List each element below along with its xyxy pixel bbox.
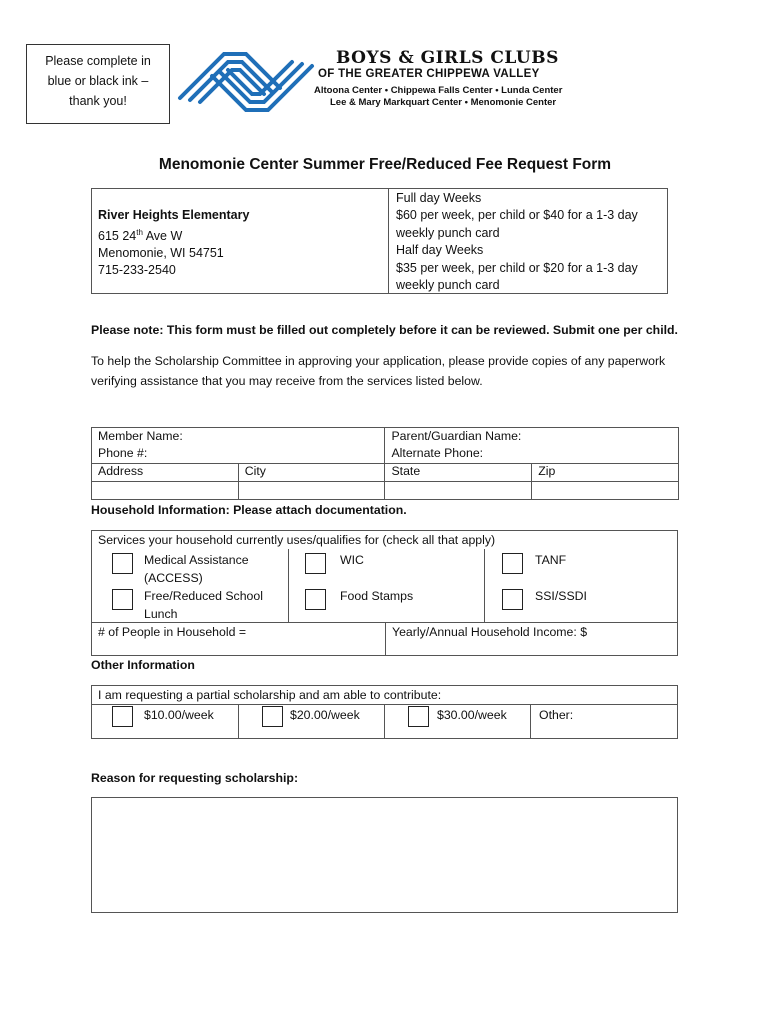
ink-note-line: Please complete in (45, 54, 151, 68)
other-amount-field[interactable]: Other: (539, 708, 574, 722)
org-name: BOYS & GIRLS CLUBS (336, 48, 559, 68)
reason-heading: Reason for requesting scholarship: (91, 771, 299, 785)
member-name-field[interactable]: Member Name: (92, 428, 385, 446)
location-city: Menomonie, WI 54751 (98, 246, 224, 261)
box-divider (388, 189, 389, 293)
reason-textarea[interactable] (91, 797, 678, 913)
contribution-option: $30.00/week (437, 708, 507, 722)
col-divider (238, 704, 239, 739)
fee-info (396, 190, 664, 294)
contribution-option: $10.00/week (144, 708, 214, 722)
org-subtitle: OF THE GREATER CHIPPEWA VALLEY (318, 68, 540, 80)
ssi-ssdi-checkbox[interactable] (502, 589, 523, 610)
fee-line: Full day Weeks (396, 191, 482, 205)
address-label: Address (92, 464, 239, 482)
contribution-prompt: I am requesting a partial scholarship and am able to contribute: (98, 688, 442, 702)
ten-dollar-checkbox[interactable] (112, 706, 133, 727)
col-divider (484, 549, 485, 622)
city-field[interactable] (238, 482, 385, 500)
tanf-checkbox[interactable] (502, 553, 523, 574)
location-info (98, 207, 249, 279)
wic-checkbox[interactable] (305, 553, 326, 574)
services-prompt: Services your household currently uses/qualifies for (check all that apply) (98, 533, 496, 547)
location-fees-box (91, 188, 668, 294)
contribution-option: $20.00/week (290, 708, 360, 722)
service-label: SSI/SSDI (535, 589, 587, 603)
medical-assistance-checkbox[interactable] (112, 553, 133, 574)
fee-line: $35 per week, per child or $20 for a 1-3 day weekly punch card (396, 260, 638, 293)
household-heading: Household Information: Please attach documentation. (91, 503, 407, 517)
location-phone: 715-233-2540 (98, 263, 176, 278)
people-in-household-field[interactable]: # of People in Household = (98, 625, 247, 639)
ink-instruction-box (26, 44, 170, 124)
centers-line: Altoona Center • Chippewa Falls Center • Lunda Center (314, 85, 563, 96)
boys-girls-clubs-hands-logo-icon (176, 44, 316, 122)
zip-field[interactable] (532, 482, 679, 500)
please-note: Please note: This form must be filled out completely before it can be reviewed. Submit one per child. (91, 323, 678, 337)
alt-phone-field[interactable]: Alternate Phone: (385, 446, 679, 464)
address-field[interactable] (92, 482, 239, 500)
twenty-dollar-checkbox[interactable] (262, 706, 283, 727)
state-field[interactable] (385, 482, 532, 500)
form-title: Menomonie Center Summer Free/Reduced Fee Request Form (158, 156, 612, 173)
col-divider (384, 704, 385, 739)
col-divider (530, 704, 531, 739)
food-stamps-checkbox[interactable] (305, 589, 326, 610)
ink-note-line: thank you! (69, 94, 127, 108)
fee-line: $60 per week, per child or $40 for a 1-3 day weekly punch card (396, 208, 638, 240)
ink-note-line: blue or black ink – (47, 74, 149, 88)
thirty-dollar-checkbox[interactable] (408, 706, 429, 727)
member-table (91, 427, 679, 500)
household-box (91, 530, 678, 656)
location-street: 615 24th Ave W (98, 228, 183, 244)
parent-name-field[interactable]: Parent/Guardian Name: (385, 428, 679, 446)
fee-line: Half day Weeks (396, 243, 484, 258)
city-label: City (238, 464, 385, 482)
phone-field[interactable]: Phone #: (92, 446, 385, 464)
col-divider (385, 622, 386, 656)
service-label: TANF (535, 553, 567, 567)
location-name: River Heights Elementary (98, 208, 250, 222)
centers-line: Lee & Mary Markquart Center • Menomonie Center (330, 97, 557, 108)
service-label: WIC (340, 553, 364, 567)
free-reduced-lunch-checkbox[interactable] (112, 589, 133, 610)
household-income-field[interactable]: Yearly/Annual Household Income: $ (392, 625, 588, 639)
zip-label: Zip (532, 464, 679, 482)
state-label: State (385, 464, 532, 482)
col-divider (288, 549, 289, 622)
contribution-box (91, 685, 678, 739)
service-label: Free/Reduced School Lunch (144, 589, 263, 621)
service-label: Food Stamps (340, 589, 414, 603)
service-label: Medical Assistance (ACCESS) (144, 553, 249, 585)
other-info-heading: Other Information (91, 658, 195, 672)
instructions: To help the Scholarship Committee in approving your application, please provide copies of any paperwork verifying assistance that you may receive from the services listed below. (91, 354, 666, 388)
